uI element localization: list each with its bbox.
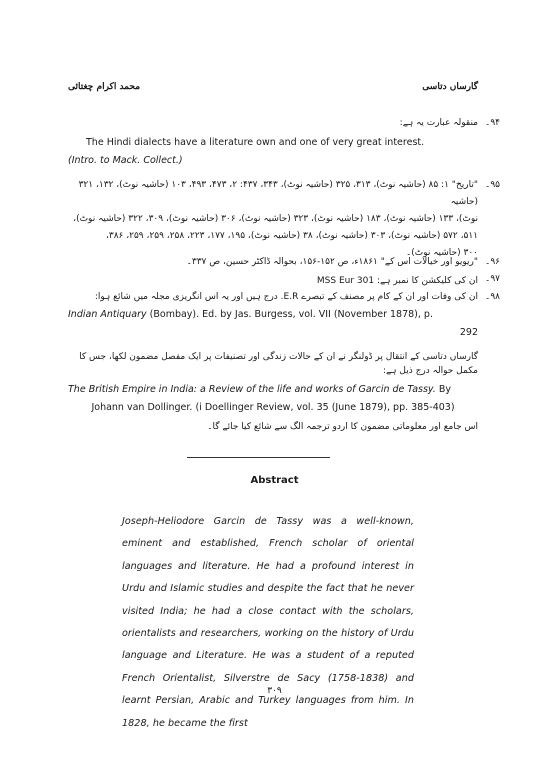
- section-divider: [187, 457, 330, 458]
- footnote-96-text-wrap: [68, 255, 500, 269]
- footnote-95-line-3: ۵۱۱، ۵۷۲ (حاشیہ نوٹ)، ۳۰۳ (حاشیہ نوٹ)، ۳۸ (حاشیہ نوٹ)، ۱۹۵، ۱۷۷، ۲۲۳، ۲۵۸، ۲۵۹، ۲۵۹، ۳۸۶،: [105, 231, 478, 241]
- running-header: [68, 82, 478, 100]
- footnote-95-line-2: نوٹ)، ۱۳۳ (حاشیہ نوٹ)، ۱۸۳ (حاشیہ نوٹ)، ۳۲۳ (حاشیہ نوٹ)، ۳۰۶ (حاشیہ نوٹ)، ۳۰۹، ۳۲۲ (حاشیہ نوٹ)،: [73, 214, 478, 224]
- journal-title: Indian Antiquary: [68, 309, 147, 320]
- footnote-95-line-1: "تاریخ" ۱: ۸۵ (حاشیہ نوٹ)، ۳۱۳، ۳۲۵ (حاشیہ نوٹ)، ۳۴۳، ۴۳۷: ۲، ۴۷۳، ۴۹۳، ۱۰۳ (حاشیہ نوٹ)، ۱۳۲، ۳۲۱ (حاشیہ: [78, 180, 478, 207]
- footnote-95-number: ۹۵۔: [485, 180, 500, 190]
- footnote-97-urdu: ان کی کلیکشن کا نمبر ہے:: [376, 276, 478, 286]
- footnote-98-citation: [68, 306, 478, 324]
- footnote-99-closing: اس جامع اور معلوماتی مضمون کا اردو ترجمہ الگ سے شائع کیا جائے گا۔: [207, 422, 478, 432]
- footnote-97: [68, 272, 500, 290]
- footnote-98: [68, 290, 500, 342]
- footnote-98-text-wrap: [68, 290, 500, 304]
- footnote-94-lead: [68, 116, 500, 130]
- footnote-98-page: 292: [459, 327, 478, 338]
- article-title: The British Empire in India: a Review of the life and works of Garcin de Tassy.: [68, 384, 436, 395]
- footnote-98-urdu: ان کی وفات اور ان کے کام پر مصنف کے تبصرے E.R. درج ہیں اور یہ اس انگریزی مجلہ میں شائع ہوا:: [94, 292, 478, 302]
- footnote-94-quote: The Hindi dialects have a literature own and one of very great interest.: [86, 137, 425, 148]
- footnote-96: [68, 255, 500, 269]
- footnote-98-citation-rest: (Bombay). Ed. by Jas. Burgess, vol. VII (November 1878), p.: [146, 309, 433, 320]
- page-number: ۳۰۹: [267, 686, 282, 696]
- abstract-heading: Abstract: [250, 475, 299, 486]
- footnote-94-urdu: منقولہ عبارت یہ ہے:: [399, 118, 478, 128]
- footnote-96-number: ۹۶۔: [485, 257, 500, 267]
- footnote-99-citation-rest: By: [435, 384, 451, 395]
- header-author: محمد اکرام چغتائی: [68, 82, 141, 92]
- abstract-body: Joseph-Heliodore Garcin de Tassy was a well-known, eminent and established, French scholar of oriental languages and literature. He had a profound interest in Urdu and Islamic studies and despite the fact that he never visited India; he had a close contact with the scholars, orientalists and researchers, working on the history of Urdu language and Literature. He was a student of a reputed French Orientalist, Silverstre de Sacy (1758-1838) and learnt Persian, Arabic and Turkey languages from him. In 1828, he became the first: [122, 516, 414, 729]
- footnote-99: [68, 350, 478, 434]
- footnote-94-source: (Intro. to Mack. Collect.): [68, 155, 183, 166]
- footnote-99-citation: [68, 381, 478, 399]
- header-title: گارساں دتاسی: [422, 82, 478, 92]
- footnote-97-ms: MSS Eur 301: [316, 276, 375, 286]
- footnote-97-number: ۹۷۔: [485, 274, 500, 284]
- footnote-94-number: ۹۴۔: [485, 118, 500, 128]
- footnote-99-urdu: گارساں دتاسی کے انتقال پر ڈولنگر نے ان کے حالات زندگی اور تصنیفات پر ایک مفصل مضمون لکھا، جس کا مکمل حوالہ درج ذیل ہے:: [79, 352, 478, 376]
- footnote-94: [68, 116, 500, 170]
- footnote-95-line-4: ۳۰۰ (حاشیہ نوٹ)۔: [406, 248, 478, 258]
- footnote-97-text-wrap: [68, 272, 500, 290]
- footnote-96-text: "ریویو اور خیالات اس کے" ۱۸۶۱ء، ص ۱۵۲-۱۵۶، بحوالہ ڈاکٹر حسین، ص ۳۳۷۔: [186, 257, 478, 267]
- footnote-99-citation-line-2: Johann van Dollinger. (i Doellinger Review, vol. 35 (June 1879), pp. 385-403): [91, 402, 455, 413]
- footnote-98-number: ۹۸۔: [485, 292, 500, 302]
